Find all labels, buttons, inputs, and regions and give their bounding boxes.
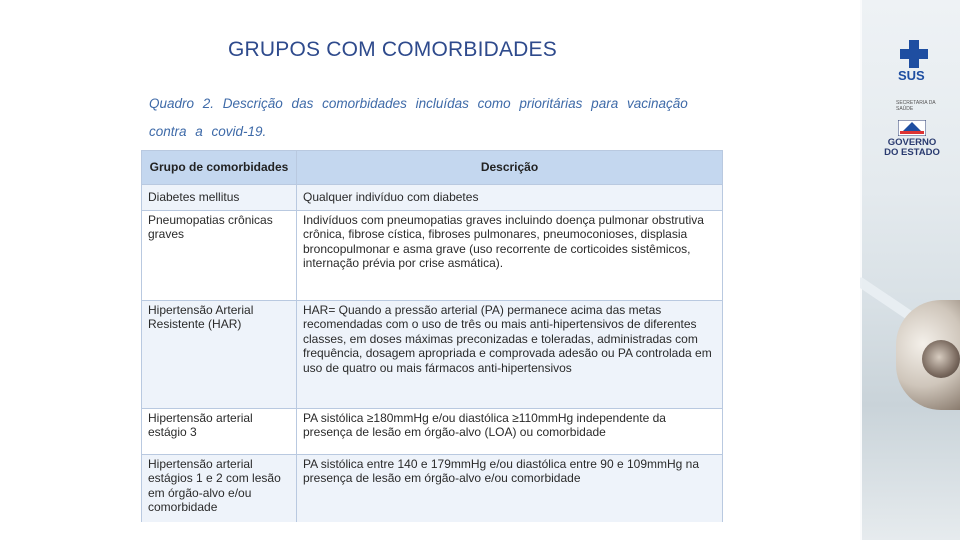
table-row — [142, 301, 723, 409]
header-description: Descrição — [297, 151, 723, 185]
table-row — [142, 455, 723, 523]
cell-description: PA sistólica entre 140 e 179mmHg e/ou diastólica entre 90 e 109mmHg na presença de lesão em órgão-alvo e/ou comorbidade — [297, 455, 723, 523]
slide-title: GRUPOS COM COMORBIDADES — [228, 38, 557, 61]
cell-description: PA sistólica ≥180mmHg e/ou diastólica ≥110mmHg independente da presença de lesão em órgão-alvo (LOA) ou comorbidade — [297, 409, 723, 455]
photo-edge — [860, 0, 862, 540]
governo-flag-icon — [898, 120, 926, 136]
table-row — [142, 185, 723, 211]
cell-group: Diabetes mellitus — [142, 185, 297, 211]
cell-group: Pneumopatias crônicas graves — [142, 211, 297, 301]
cell-group: Hipertensão arterial estágio 3 — [142, 409, 297, 455]
cell-description: HAR= Quando a pressão arterial (PA) permanece acima das metas recomendadas com o uso de três ou mais anti-hipertensivos de diferentes classes, em doses máximas preconizadas e toleradas, administradas com frequência, dosagem apropriada e comprovada adesão ou PA controlada em uso de quatro ou mais fármacos anti-hipertensivos — [297, 301, 723, 409]
cell-group: Hipertensão arterial estágios 1 e 2 com lesão em órgão-alvo e/ou comorbidade — [142, 455, 297, 523]
governo-logo-text: GOVERNO DO ESTADO — [884, 137, 940, 158]
cell-description: Indivíduos com pneumopatias graves incluindo doença pulmonar obstrutiva crônica, fibrose cística, fibroses pulmonares, pneumoconioses, displasia broncopulmonar e asma grave (uso recorrente de corticoides sistêmicos, internação prévia por crise asmática). — [297, 211, 723, 301]
comorbidities-table-container — [141, 150, 723, 522]
sus-logo-subtitle: SECRETARIA DA SAÚDE — [896, 100, 936, 112]
cell-description: Qualquer indivíduo com diabetes — [297, 185, 723, 211]
sus-logo-text: SUS — [898, 68, 925, 83]
header-group: Grupo de comorbidades — [142, 151, 297, 185]
vial-cap-image — [922, 340, 960, 378]
comorbidities-table — [141, 150, 723, 522]
sus-cross-icon — [900, 40, 928, 68]
table-caption: Quadro 2. Descrição das comorbidades incluídas como prioritárias para vacinação contra a covid-19. — [149, 96, 688, 139]
table-row — [142, 211, 723, 301]
table-row — [142, 409, 723, 455]
table-header-row — [142, 151, 723, 185]
cell-group: Hipertensão Arterial Resistente (HAR) — [142, 301, 297, 409]
